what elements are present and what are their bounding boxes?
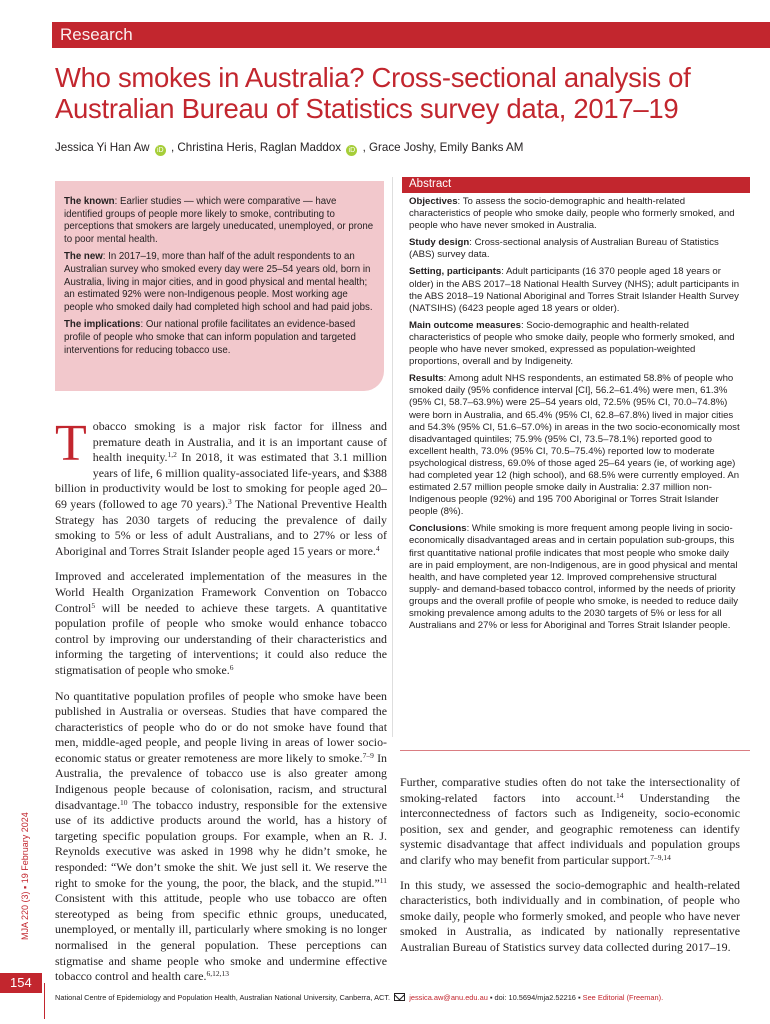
orcid-icon[interactable]: iD <box>346 145 357 156</box>
citation[interactable]: 7–9 <box>362 750 374 760</box>
the-implications: The implications: Our national profile facilitates an evidence-based profile of people who smoke that can inform population and targeted interventions for reducing tobacco use. <box>64 319 356 356</box>
section-banner <box>52 22 770 48</box>
article-title: Who smokes in Australia? Cross-sectional analysis of Australian Bureau of Statistics survey data, 2017–19 <box>55 62 691 124</box>
drop-cap: T <box>55 415 87 472</box>
column-divider <box>392 177 393 737</box>
author-1: Jessica Yi Han Aw <box>55 141 150 154</box>
abstract-results: Results: Among adult NHS respondents, an estimated 58.8% of people who smoked daily (95% confidence interval [CI], 56.2–61.4%) were men, 61.3% (95% CI, 58.7–63.9%) were 25–54 years old, 72.5% (95% CI, 70.0–74.8%) were born in Australia, and 65.4% (95% CI, 62.8–67.8%) lived in major cities and 54.3% (95% CI, 51.6–57.0%) in areas in the two socio-economically most disadvantaged quintiles; 75.9% (95% CI, 73.5–78.1%) reported good to excellent health, 73.0% (95% CI, 70.5–75.4%) reported low to moderate psychological distress, 69.0% of those aged 25–64 years (ie, of working age) had completed year 12 (high school), and 68.5% were currently employed. An estimated 2.57 million people smoke daily in Australia: 2.37 million non-Indigenous people (92%) and 195 700 Aboriginal or Torres Strait Islander people (8%). <box>409 373 740 518</box>
abstract-body <box>409 196 743 637</box>
email-icon <box>394 993 405 1001</box>
doi: ▪ doi: 10.5694/mja2.52216 ▪ <box>489 993 583 1002</box>
body-paragraph: No quantitative population profiles of people who smoke have been published in Australia or overseas. Studies that have compared the characteristics of people who do or do not smoke have found that men, middle-aged people, and people living in areas of lower socio-economic status or greater remoteness are more likely to smoke.$^{7-9}$ In Australia, the prevalence of tobacco use is also greater among Indigenous people because of colonisation, racism, and structural disadvantage.$^{10}$ The tobacco industry, responsible for the extensive use of its addictive products around the world, has a history of targeting specific population groups. For example, when an R. J. Reynolds executive was asked in 1998 why he didn’t smoke, he responded: “We don’t smoke the shit. We just sell it. We reserve the right to smoke for the young, the poor, the black, and the stupid.”$^{11}$ Consistent with this attitude, people who use tobacco are often stereotyped as being from specific ethnic groups, uneducated, unemployed, or mentally ill, particularly where smoking is no longer normalised in the general population. These perceptions can stigmatise and shame people who smoke and undermine effective tobacco control and health care.$^{6,12,13}$ <box>55 688 387 984</box>
abstract-divider <box>400 750 750 751</box>
body-paragraph: Tobacco smoking is a major risk factor for illness and premature death in Australia, and it is an important cause of health inequity.$^{1,2}$ In 2018, it was estimated that 3.1 million years of life, 6 million quality-associated life-years, and $388 billion in productivity would be lost to smoking for people aged 20–69 years (followed to age 70 years).$^3$ The National Preventive Health Strategy has 2030 targets of reducing the prevalence of daily smoking to 5% or less of adult Australians, and to 27% or less of Aboriginal and Torres Strait Islander people aged 15 years or more.$^4$ <box>55 415 388 558</box>
abstract-heading: Abstract <box>409 178 452 190</box>
orcid-icon[interactable]: iD <box>155 145 166 156</box>
citation[interactable]: 14 <box>616 790 624 800</box>
body-column-right <box>400 775 740 965</box>
abstract-design: Study design: Cross-sectional analysis of Australian Bureau of Statistics (ABS) survey data. <box>409 237 719 261</box>
footer <box>55 993 755 1002</box>
journal-issue-note: MJA 220 (3) ▪ 19 February 2024 <box>20 812 30 940</box>
body-paragraph: In this study, we assessed the socio-demographic and health-related characteristics, both individually and in combination, of people who smoke daily, people who formerly smoked, and people who have never smoked in Australia, as indicated by nationally representative Australian Bureau of Statistics survey data collected during 2017–19. <box>400 877 740 954</box>
authors-3: , Grace Joshy, Emily Banks AM <box>362 141 524 154</box>
body-paragraph: Further, comparative studies often do not take the intersectionality of smoking-related factors into account.$^{14}$ Understanding the interconnectedness of factors such as Indigeneity, socio-economic position, sex and gender, and geographic remoteness can identify systemic disadvantage that affect individuals and population groups and clarify who may benefit from particular support.$^{7-9,14}$ <box>400 775 740 867</box>
affiliation: National Centre of Epidemiology and Population Health, Australian National University, Canberra, ACT. <box>55 993 391 1002</box>
citation[interactable]: 4 <box>375 543 380 553</box>
authors-2: , Christina Heris, Raglan Maddox <box>170 141 342 154</box>
citation[interactable]: 7–9,14 <box>650 852 671 862</box>
body-column-left <box>55 415 388 995</box>
citation[interactable]: 6,12,13 <box>206 969 230 979</box>
abstract-outcome: Main outcome measures: Socio-demographic and health-related characteristics of people who smoke daily, people who formerly smoked, and people who have never smoked, expressed as population-weighted proportions, overall and by Indigeneity. <box>409 319 735 368</box>
abstract-header <box>402 177 750 193</box>
editorial-link[interactable]: See Editorial (Freeman). <box>582 993 664 1002</box>
citation[interactable]: 5 <box>91 600 96 610</box>
citation[interactable]: 1,2 <box>167 450 177 460</box>
abstract-objectives: Objectives: To assess the socio-demographic and health-related characteristics of people who smoke daily, people who formerly smoked, and people who have never smoked in Australia. <box>409 196 735 232</box>
citation[interactable]: 3 <box>228 496 232 506</box>
author-list <box>55 141 615 156</box>
the-new: The new: In 2017–19, more than half of the adult respondents to an Australian survey who smoked every day were 25–54 years old, born in Australia, living in major cities, and in good physical and mental health; an estimated 92% were non-Indigenous people. Most working age people who smoked daily had completed high school and had paid jobs. <box>64 251 373 313</box>
key-points-box <box>55 181 384 391</box>
abstract-setting: Setting, participants: Adult participants (16 370 people aged 18 years or older) in the ABS 2017–18 National Health Survey (NHS); adult participants in the ABS 2018–19 National Aboriginal and Torres Strait Islander Health Survey (NATSIHS) (6423 people aged 18 years or older). <box>409 266 740 314</box>
citation[interactable]: 11 <box>379 875 387 885</box>
page-number-tab <box>0 973 42 993</box>
citation[interactable]: 10 <box>120 797 128 807</box>
the-known: The known: Earlier studies — which were comparative — have identified groups of people more likely to smoke, contributing to perceptions that smokers are largely uneducated, unemployed, or prone to poor mental health. <box>64 196 374 245</box>
abstract-conclusions: Conclusions: While smoking is more frequent among people living in socio-economically disadvantaged areas and in certain population sub-groups, this first quantitative national profile indicates that most people who smoke daily are in paid employment, are non-Indigenous, are in good physical and mental health, and have completed year 12. Improved comprehensive structural supply- and demand-based tobacco control, informed by the needs of priority groups and the overall profile of people who smoke, is needed to reduce daily smoking prevalence among adults to the 2030 targets of 5% or less for all Australians and 27% or less for Aboriginal and Torres Strait Islander people. <box>409 523 739 632</box>
citation[interactable]: 6 <box>229 662 234 672</box>
section-label: Research <box>60 25 133 44</box>
page-number: 154 <box>10 975 32 990</box>
body-paragraph: Improved and accelerated implementation of the measures in the World Health Organization Framework Convention on Tobacco Control$^5$ will be needed to achieve these targets. A quantitative population profile of people who smoke would enhance tobacco control by improving our understanding of their characteristics and informing the targeting of interventions; it could also reduce the stigmatisation of people who smoke.$^6$ <box>55 569 387 677</box>
email-link[interactable]: jessica.aw@anu.edu.au <box>409 993 488 1002</box>
footer-divider <box>44 983 45 1019</box>
